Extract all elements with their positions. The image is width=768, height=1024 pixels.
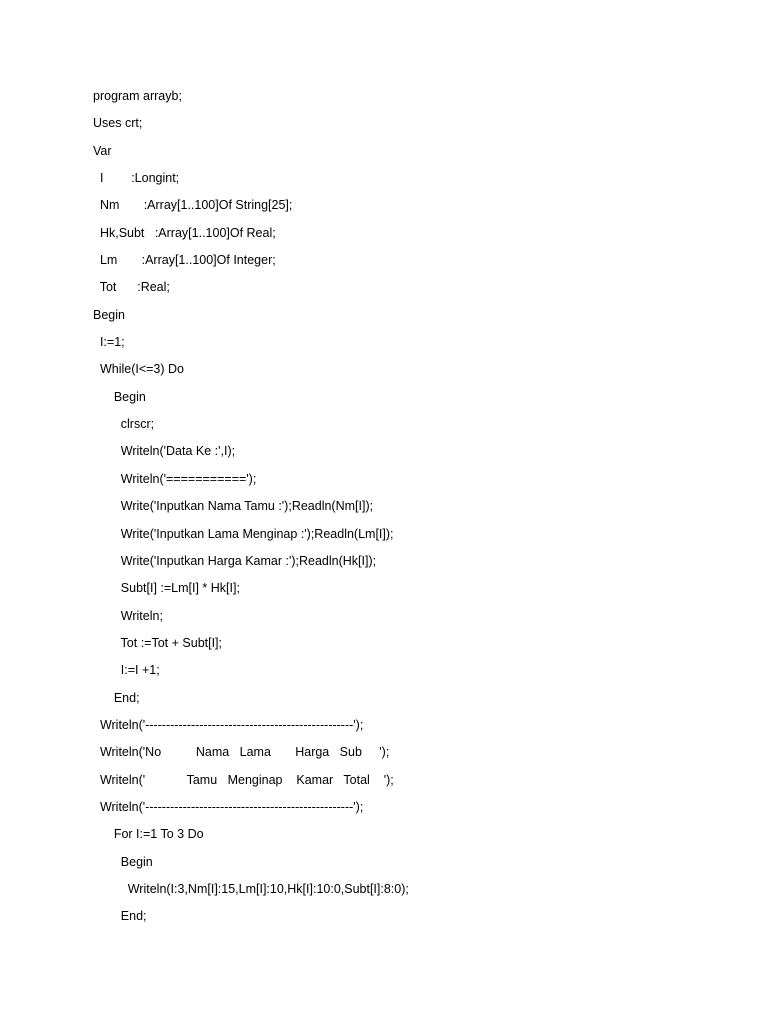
code-line: I:=1; <box>93 335 125 350</box>
code-line: Begin <box>93 854 153 869</box>
code-line: Writeln('==========='); <box>93 471 257 486</box>
code-line: Write('Inputkan Nama Tamu :');Readln(Nm[I]); <box>93 499 374 514</box>
code-line: End; <box>93 690 140 705</box>
code-line: Writeln; <box>93 608 163 623</box>
code-line: I:=I +1; <box>93 663 160 678</box>
code-line: Writeln(I:3,Nm[I]:15,Lm[I]:10,Hk[I]:10:0,Subt[I]:8:0); <box>93 881 409 896</box>
code-line: While(I<=3) Do <box>93 362 185 377</box>
code-line: Writeln(' Tamu Menginap Kamar Total '); <box>93 772 394 787</box>
code-line: Begin <box>93 389 146 404</box>
code-line: Uses crt; <box>93 116 143 131</box>
code-line: For I:=1 To 3 Do <box>93 827 204 842</box>
code-line: Nm :Array[1..100]Of String[25]; <box>93 198 293 213</box>
code-line: Writeln('Data Ke :',I); <box>93 444 236 459</box>
code-line: Hk,Subt :Array[1..100]Of Real; <box>93 225 276 240</box>
code-line: Begin <box>93 307 125 322</box>
code-line: Lm :Array[1..100]Of Integer; <box>93 253 276 268</box>
code-line: clrscr; <box>93 417 155 432</box>
code-line: Tot :Real; <box>93 280 170 295</box>
code-line: Writeln('--------------------------------------------------'); <box>93 717 364 732</box>
code-listing <box>93 86 733 934</box>
code-line: program arrayb; <box>93 89 182 103</box>
code-line: Subt[I] :=Lm[I] * Hk[I]; <box>93 581 240 596</box>
code-line: End; <box>93 909 147 924</box>
code-line: Tot :=Tot + Subt[I]; <box>93 635 223 650</box>
code-line: Write('Inputkan Harga Kamar :');Readln(Hk[I]); <box>93 553 377 568</box>
code-line: Var <box>93 143 112 158</box>
code-line: Write('Inputkan Lama Menginap :');Readln(Lm[I]); <box>93 526 394 541</box>
code-line: I :Longint; <box>93 171 180 186</box>
code-line: Writeln('No Nama Lama Harga Sub '); <box>93 745 390 760</box>
code-line: Writeln('--------------------------------------------------'); <box>93 799 364 814</box>
